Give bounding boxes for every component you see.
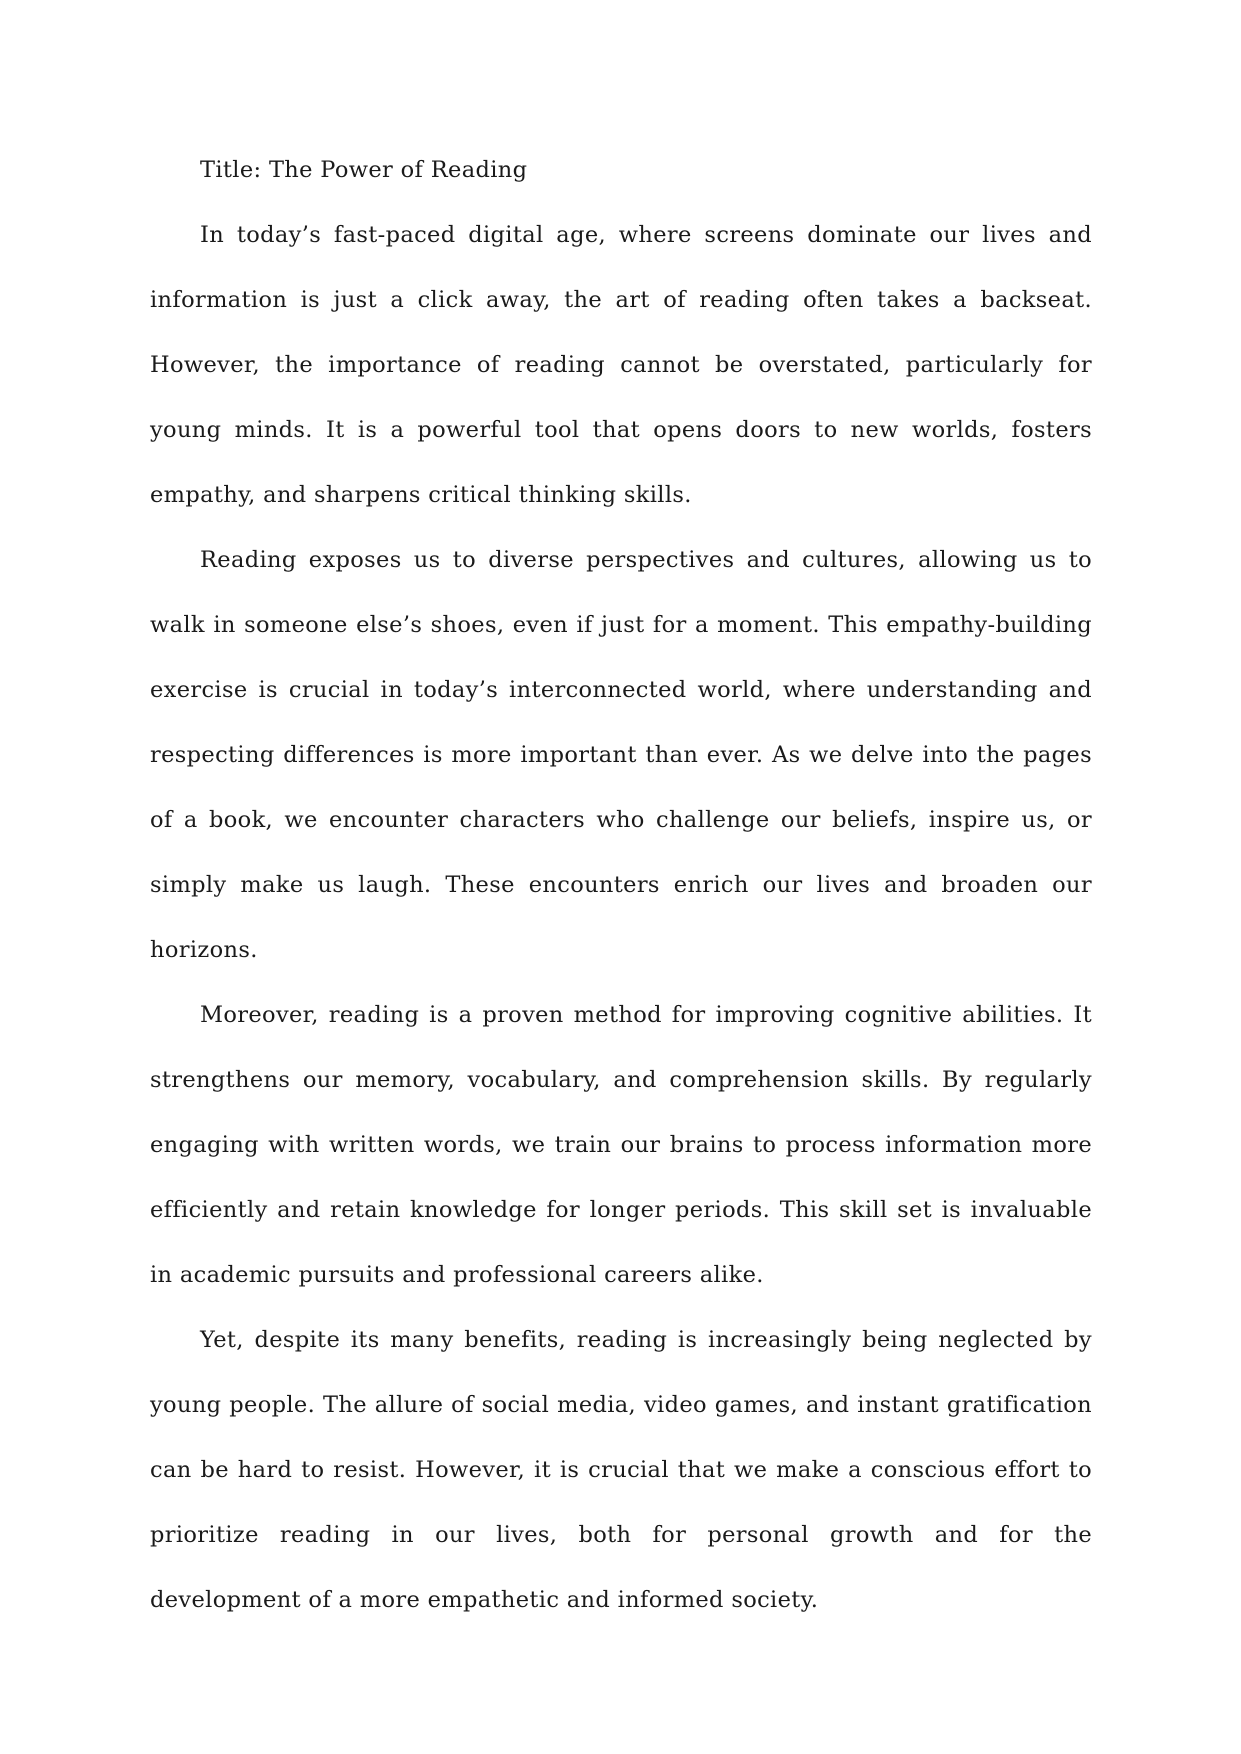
document-title: Title: The Power of Reading [200,157,528,183]
paragraph-4: Yet, despite its many benefits, reading is increasingly being neglected by young people. The allure of social media, video games, and instant gratification can be hard to resist. However, it is crucial that we make a conscious effort to prioritize reading in our lives, both for personal growth and for the development of a more empathetic and informed society. [150,1327,1092,1613]
paragraph-1: In today’s fast-paced digital age, where screens dominate our lives and information is just a click away, the art of reading often takes a backseat. However, the importance of reading cannot be overstated, particularly for young minds. It is a powerful tool that opens doors to new worlds, fosters empathy, and sharpens critical thinking skills. [150,222,1092,508]
document-body [150,138,1092,1633]
paragraph-2: Reading exposes us to diverse perspectives and cultures, allowing us to walk in someone else’s shoes, even if just for a moment. This empathy-building exercise is crucial in today’s interconnected world, where understanding and respecting differences is more important than ever. As we delve into the pages of a book, we encounter characters who challenge our beliefs, inspire us, or simply make us laugh. These encounters enrich our lives and broaden our horizons. [150,547,1092,963]
paragraph-3: Moreover, reading is a proven method for improving cognitive abilities. It strengthens our memory, vocabulary, and comprehension skills. By regularly engaging with written words, we train our brains to process information more efficiently and retain knowledge for longer periods. This skill set is invaluable in academic pursuits and professional careers alike. [150,1002,1092,1288]
